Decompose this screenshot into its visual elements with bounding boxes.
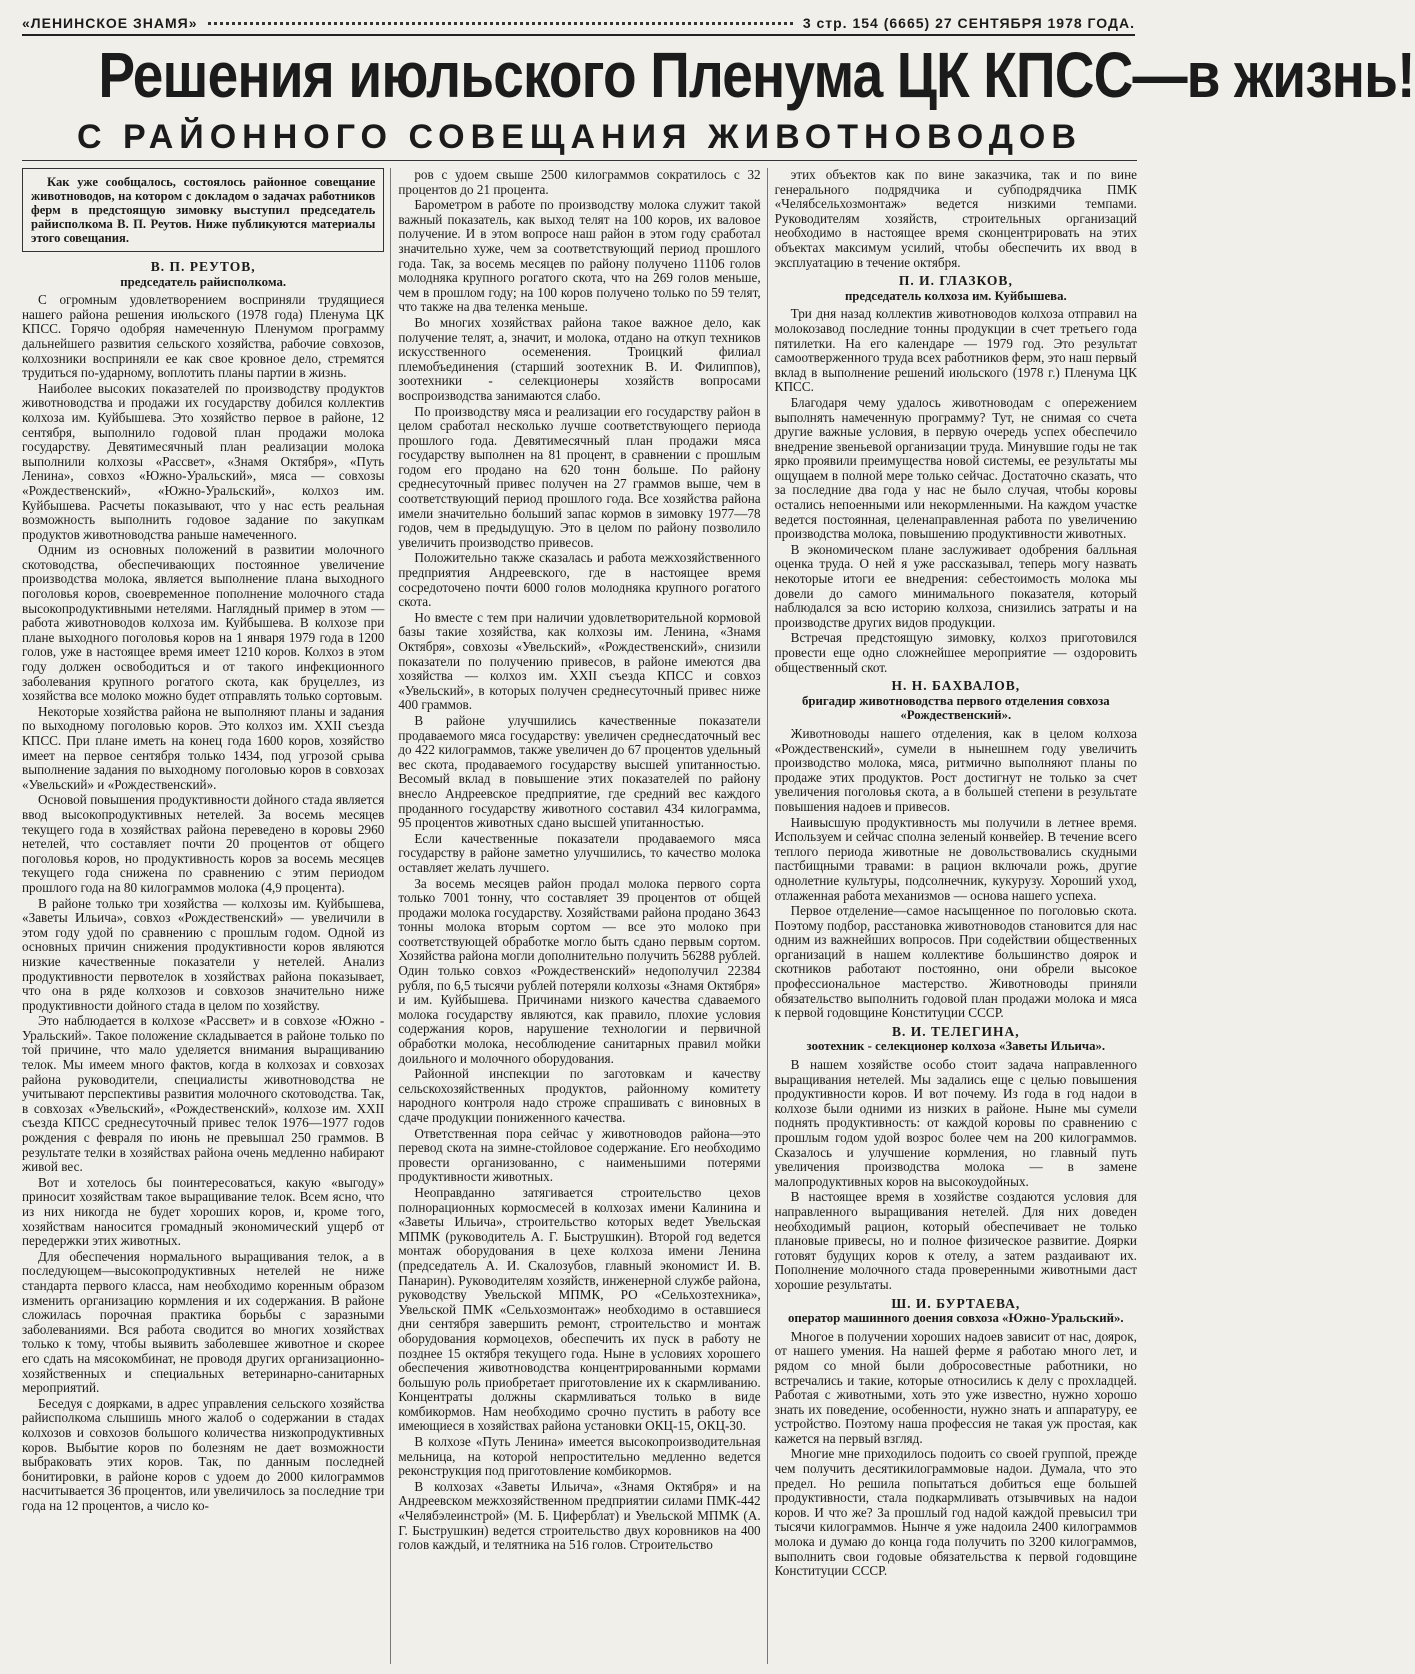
paragraph: Благодаря чему удалось животноводам с опережением выполнять намеченную программу? Тут, не снимая со счета другие важные условия, в первую очередь успех обеспечило внедрение звеньевой организации труда. Минувшие годы не так ярко проявили преимущества новой системы, ее результаты мы ощущаем в полной мере только сейчас. Достаточно сказать, что за последние два года у нас не было случая, чтобы коровы остались непоенными или некормленными. На каждом участке ведется постоянная, целенаправленная работа по увеличению производства молока, повышению продуктивности животных. (774, 394, 1137, 542)
column-1 (22, 168, 384, 1664)
paragraph: Многие мне приходилось подоить со своей группой, прежде чем получить десятикилограммовые надои. Думала, что это предел. Но решила попытаться добиться еще большей продуктивности, стала подкармливать отзывчивых на надои коров. И что же? За прошлый год надой каждой превысил три тысячи килограммов. Нынче я уже надоила 2400 килограммов молока и думаю до конца года получить по 3200 килограммов, выполнить свои годовые обязательства к первой годовщине Конституции СССР. (774, 1446, 1137, 1579)
paragraph: Животноводы нашего отделения, как в целом колхоза «Рождественский», сумели в нынешнем году увеличить производство молока, мяса, ритмично выполняют планы по продаже этих продуктов. Рост достигнут не только за счет увеличения поголовья скота, а в большей степени в результате повышения надоев и привесов. (774, 725, 1137, 814)
paragraph: В экономическом плане заслуживает одобрения балльная оценка труда. О ней я уже рассказывал, теперь могу назвать некоторые итоги ее внедрения: себестоимость молока мы довели до самого минимального показателя, который наблюдался за всю историю колхоза, снизились затраты и на производстве других видов продукции. (774, 541, 1137, 630)
paragraph: В настоящее время в хозяйстве создаются условия для направленного выращивания нетелей. Для них доведен необходимый рацион, который обеспечивает не только плановые привесы, но и полное физическое развитие. Доярки готовят будущих коров к отелу, а затем раздаивают их. Пополнение молочного стада проверенными животными даст хорошие результаты. (774, 1189, 1137, 1292)
masthead-divider (208, 22, 793, 25)
paragraph: Наивысшую продуктивность мы получили в летнее время. Используем и сейчас сполна зеленый конвейер. В течение всего теплого периода животные не довольствовались скудными пастбищными травами: в рацион включали рожь, другие однолетние культуры, подсолнечник, кукурузу. Хороший уход, отлаженная работа механизмов — основа нашего успеха. (774, 814, 1137, 903)
newspaper-name: «ЛЕНИНСКОЕ ЗНАМЯ» (22, 15, 198, 31)
column-2 (398, 168, 760, 1664)
paragraph: Для обеспечения нормального выращивания телок, а в последующем—высокопродуктивных нетелей не ниже стандарта первого класса, нам необходимо коренным образом изменить организацию кормления и их содержания. В районе сложилась порочная практика борьбы с заразными заболеваниями. Вся работа сводится во многих хозяйствах только к тому, чтобы выявить заболевшее животное и скорее его сдать на мясокомбинат, не проводя других организационно-хозяйственных и специальных ветеринарно-санитарных мероприятий. (22, 1248, 385, 1396)
paragraph: В районе только три хозяйства — колхозы им. Куйбышева, «Заветы Ильича», совхоз «Рождественский» — увеличили в этом году удой по сравнению с прошлым годом. Одной из основных причин снижения продуктивности коров являются низкие качественные показатели у нетелей. Анализ продуктивности первотелок в хозяйствах района показывает, что она в ряде колхозов и совхозов значительно ниже продуктивности дойного стада в целом по хозяйству. (22, 895, 385, 1013)
paragraph: Наиболее высоких показателей по производству продуктов животноводства и продажи их государству добился коллектив колхоза им. Куйбышева. Это хозяйство первое в районе, 12 сентября, выполнило годовой план продажи молока государству. Девятимесячный план реализации молока выполнили колхозы «Рассвет», «Знамя Октября», «Путь Ленина», совхоз «Южно-Уральский», мяса — совхозы «Рождественский», «Южно-Уральский», колхоз им. Куйбышева. Расчеты показывают, что у нас есть реальная возможность выполнить годовое задание по закупкам продуктов животноводства раньше намеченного. (22, 380, 385, 542)
page-subheadline: С РАЙОННОГО СОВЕЩАНИЯ ЖИВОТНОВОДОВ (77, 118, 1082, 156)
paragraph: Барометром в работе по производству молока служит такой важный показатель, как выход телят на 100 коров, их валовое получение. И в этом вопросе наш район в этом году сработал значительно хуже, чем за соответствующий период прошлого года. Так, за восемь месяцев по району получено 11106 голов молодняка крупного рогатого скота, что на 269 голов меньше, чем в прошлом году; на 100 коров получено только по 59 телят, что также на два теленка меньше. (398, 197, 761, 315)
paragraph: Неоправданно затягивается строительство цехов полнорационных кормосмесей в колхозах имени Калинина и «Заветы Ильича», строительство которых ведет Увельская МПМК (руководитель А. Г. Быструшкин). Второй год ведется монтаж оборудования в цехе колхоза имени Ленина (председатель А. И. Скалозубов, главный экономист И. В. Панарин). Руководителям хозяйств, инженерной службе района, руководству Увельской МПМК, РО «Сельхозтехника», Увельской ПМК «Сельхозмонтаж» необходимо в оставшиеся дни сентября завершить ремонт, строительство и монтаж оборудования кормоцехов, обеспечить их пуск в работу не позднее 15 октября текущего года. Ныне в условиях хорошего обеспечения животноводства концентрированными кормами большую роль приобретает приготовление их к скармливанию. Концентраты должны скармливаться только в виде комбикормов. Нам необходимо срочно пустить в работу все имеющиеся в хозяйствах района установки ОКЦ-15, ОКЦ-30. (398, 1184, 761, 1434)
paragraph: С огромным удовлетворением восприняли трудящиеся нашего района решения июльского (1978 года) Пленума ЦК КПСС. Горячо одобряя намеченную Пленумом программу дальнейшего развития сельского хозяйства, рабочие совхозов, колхозники восприняли ее как свое кровное дело, стремятся трудиться по-ударному, воплотить планы партии в жизнь. (22, 292, 385, 381)
author-telegina: В. И. ТЕЛЕГИНА, (892, 1023, 1020, 1039)
role-reutov: председатель райисполкома. (120, 274, 287, 289)
paragraph: Вот и хотелось бы поинтересоваться, какую «выгоду» приносит хозяйствам такое выращивание телок. Всем ясно, что из них никогда не будет хороших коров, и, кроме того, хозяйствам наносится громадный экономический ущерб от передержки этих животных. (22, 1174, 385, 1249)
paragraph: Многое в получении хороших надоев зависит от нас, доярок, от нашего умения. На нашей ферме я работаю много лет, и рядом со мной были добросовестные работники, но встречались и такие, которые относились к делу с прохладцей. Работая с животными, хоть это уже известно, нужно хорошо знать их поведение, особенности, нужно знать и аппаратуру, ее устройство. Поэтому наша профессия не такая уж простая, как кажется на первый взгляд. (774, 1328, 1137, 1446)
paragraph: этих объектов как по вине заказчика, так и по вине генерального подрядчика и субподрядчика ПМК «Челябсельхозмонтаж» ведется низкими темпами. Руководителям хозяйств, строительных организаций необходимо в настоящее время сконцентрировать на этих объектах максимум усилий, чтобы обеспечить их ввод в эксплуатацию в течение октября. (774, 167, 1137, 270)
paragraph: ров с удоем свыше 2500 килограммов сократилось с 32 процентов до 21 процента. (398, 167, 761, 197)
paragraph: Беседуя с доярками, в адрес управления сельского хозяйства райисполкома слышишь много жалоб о содержании в стадах колхозов и совхозов большого количества низкопродуктивных коров. Выбытие коров по болезням не дает возможности выбраковать этих коров. Так, по данным последней бонитировки, в районе коров с удоем до 2000 килограммов насчитывается 36 процентов, или увеличилось за последние три года на 12 процентов, а число ко- (22, 1395, 385, 1513)
paragraph: Но вместе с тем при наличии удовлетворительной кормовой базы такие хозяйства, как колхозы им. Ленина, «Знамя Октября», совхозы «Увельский», «Рождественский», снизили показатели по получению привесов, в районе имеются два хозяйства — колхоз им. XXII съезда КПСС и совхоз «Увельский», в которых получен среднесуточный привес ниже 400 граммов. (398, 609, 761, 713)
author-glazkov: П. И. ГЛАЗКОВ, (898, 273, 1013, 289)
paragraph: Три дня назад коллектив животноводов колхоза отправил на молокозавод последние тонны продукции в счет третьего года пятилетки. На его календаре — 1979 год. Это результат самоотверженного труда всех работников ферм, это наш первый вклад в выполнение решений июльского (1978 г.) Пленума ЦК КПСС. (774, 306, 1137, 395)
article-columns (22, 168, 1137, 1664)
role-glazkov: председатель колхоза им. Куйбышева. (844, 288, 1067, 303)
masthead (22, 12, 1135, 36)
role-burtaeva: оператор машинного доения совхоза «Южно-Уральский». (788, 1311, 1124, 1326)
paragraph: В нашем хозяйстве особо стоит задача направленного выращивания нетелей. Мы задались еще с целью повышения продуктивности коров. И вот почему. Из года в год надои в колхозе были одними из низких в районе. Ныне мы сумели поднять продуктивность: от каждой коровы по сравнению с прошлым годом удой возрос более чем на 200 килограммов. Сказалось и улучшение кормления, но главный путь увеличения производства молока — в замене малопродуктивных коров на высокоудойных. (774, 1057, 1137, 1189)
paragraph: В колхозах «Заветы Ильича», «Знамя Октября» и на Андреевском межхозяйственном предприятии силами ПМК-442 «Челябэлеинстрой» (М. Б. Циферблат) и Увельской МПМК (А. Г. Быструшкин) ведется строительство двух коровников на 400 голов каждый, и телятника на 516 голов. Строительство (398, 1478, 761, 1553)
role-telegina: зоотехник - селекционер колхоза «Заветы Ильича». (806, 1039, 1106, 1054)
author-burtaeva: Ш. И. БУРТАЕВА, (891, 1295, 1021, 1311)
paragraph: Во многих хозяйствах района такое важное дело, как получение телят, а, значит, и молока, отдано на откуп техников искусственного осеменения. Троицкий филиал племобъединения (старший зоотехник В. И. Филиппов), зоотехники - селекционеры хозяйств вопросами воспроизводства занимаются слабо. (398, 314, 761, 403)
paragraph: В районе улучшились качественные показатели продаваемого мяса государству: увеличен среднесдаточный вес до 422 килограммов, также увеличен до 67 процентов удельный вес скота, продаваемого государству высшей упитанностью. Весомый вклад в повышение этих показателей по району внесло Андреевское предприятие, где средний вес каждого проданного государству животного составил 434 килограмма, 95 процентов животных сдано высшей упитанностью. (398, 712, 761, 831)
paragraph: Основой повышения продуктивности дойного стада является ввод высокопродуктивных нетелей. За восемь месяцев текущего года в хозяйствах района переведено в коровы 2960 нетелей, что составляет почти 20 процентов от общего поголовья коров, но продуктивность коров за восемь месяцев текущего года снижена по сравнению с этим периодом прошлого года на 80 килограммов молока (4,9 процента). (22, 792, 385, 895)
paragraph: Некоторые хозяйства района не выполняют планы и задания по выходному поголовью коров. Это колхоз им. XXII съезда КПСС. При плане иметь на конец года 1600 коров, хозяйство имеет на первое сентября только 1434, под угрозой срыва выполнение задания по выходному поголовью коров в совхозах «Увельский» и «Рождественский». (22, 703, 385, 792)
paragraph: Это наблюдается в колхозе «Рассвет» и в совхозе «Южно - Уральский». Такое положение складывается в районе только по той причине, что мало уделяется внимания выращиванию телок. Мы имеем много фактов, когда в колхозах и совхозах района руководители, специалисты животноводства не учитывают перспективы развития молочного скотоводства. Так, в совхозах «Увельский», «Рождественский», колхозе им. XXII съезда КПСС среднесуточный привес телок 1976—1977 годов рождения с февраля по июнь не превышал 250 граммов. В результате телки в хозяйствах района очень медленно набирают живой вес. (22, 1013, 385, 1175)
paragraph: Если качественные показатели продаваемого мяса государству в районе заметно улучшились, то качество молока оставляет желать лучшего. (398, 830, 761, 875)
intro-box (22, 168, 384, 252)
paragraph: Встречая предстоящую зимовку, колхоз приготовился провести еще одно сложнейшее мероприятие — оздоровить общественный скот. (774, 630, 1137, 675)
intro-text: Как уже сообщалось, состоялось районное совещание животноводов, на котором с докладом о задачах работников ферм в предстоящую зимовку выступил председатель райисполкома В. П. Реутов. Ниже публикуются материалы этого совещания. (31, 175, 376, 245)
paragraph: Положительно также сказалась и работа межхозяйственного предприятия Андреевского, где в настоящее время сосредоточено почти 6000 голов молодняка крупного рогатого скота. (398, 550, 761, 610)
role-bakhvalov: бригадир животноводства первого отделения совхоза «Рождественский». (801, 693, 1110, 723)
paragraph: По производству мяса и реализации его государству район в целом сработал несколько лучше соответствующего периода прошлого года. Девятимесячный план продажи мяса государству выполнен на 81 процент, в сравнении с прошлым годом его продано на 620 тонн больше. По району среднесуточный привес получен на 27 граммов выше, чем в соответствующий период прошлого года. Все хозяйства района имели значительно больший запас кормов в зимовку 1977—78 годов, чем в предыдущую. Это в целом по району позволило увеличить производство привесов. (398, 403, 761, 550)
paragraph: Одним из основных положений в развитии молочного скотоводства, обеспечивающих постоянное увеличение производства молока, является выполнение плана выходного поголовья коров, своевременное пополнение молочного стада высокопродуктивными нетелями. Наглядный пример в этом — работа животноводов колхоза им. Куйбышева. В колхозе при плане выходного поголовья коров на 1 января 1979 года в 1200 голов, уже в настоящее время имеет 1210 коров. Колхоз в этом году должен освободиться и от такого инфекционного заболевания крупного рогатого скота, как бруцеллез, из хозяйства все молоко можно будет отправлять только сортовым. (22, 542, 385, 704)
author-bakhvalov: Н. Н. БАХВАЛОВ, (891, 678, 1021, 694)
column-3 (775, 168, 1137, 1664)
page-headline: Решения июльского Пленума ЦК КПСС—в жизнь! (98, 39, 1415, 111)
paragraph: Районной инспекции по заготовкам и качеству сельскохозяйственных продуктов, районному комитету народного контроля надо строже спрашивать с виновных в сдаче продукции пониженного качества. (398, 1066, 761, 1125)
author-reutov: В. П. РЕУТОВ, (150, 259, 256, 274)
header-rule (22, 160, 1137, 161)
paragraph: В колхозе «Путь Ленина» имеется высокопроизводительная мельница, на которой непростительно медленно ведется реконструкция под приготовление комбикормов. (398, 1434, 761, 1479)
paragraph: Ответственная пора сейчас у животноводов района—это перевод скота на зимне-стойловое содержание. Его необходимо провести организованно, с наименьшими потерями продуктивности животных. (398, 1125, 761, 1185)
issue-info: 3 стр. 154 (6665) 27 СЕНТЯБРЯ 1978 ГОДА. (802, 15, 1135, 31)
paragraph: За восемь месяцев район продал молока первого сорта только 7001 тонну, что составляет 39 процентов от общей продажи молока государству. Хозяйствами района продано 3643 тонны молока вторым сортом — все это молоко при соответствующей обработке могло быть сдано первым сортом. Хозяйства района могли дополнительно получить 56288 рублей. Один только совхоз «Рождественский» недополучил 22384 рубля, по 6,5 тысячи рублей потеряли колхозы «Знамя Октября» и им. Куйбышева. Причинами низкого качества сдаваемого молока государству являются, как правило, плохие условия содержания коров, нарушение технологии и первичной обработки молока, несоблюдение санитарных правил мойки доильного и молочного оборудования. (398, 875, 761, 1066)
paragraph: Первое отделение—самое насыщенное по поголовью скота. Поэтому подбор, расстановка животноводов становится для нас одним из важнейших вопросов. При содействии общественных организаций в нашем коллективе большинство доярок и скотников работают постоянно, они обрели высокое профессиональное мастерство. Животноводы приняли обязательство выполнить годовой план продажи молока и мяса к первой годовщине Конституции СССР. (774, 903, 1137, 1021)
